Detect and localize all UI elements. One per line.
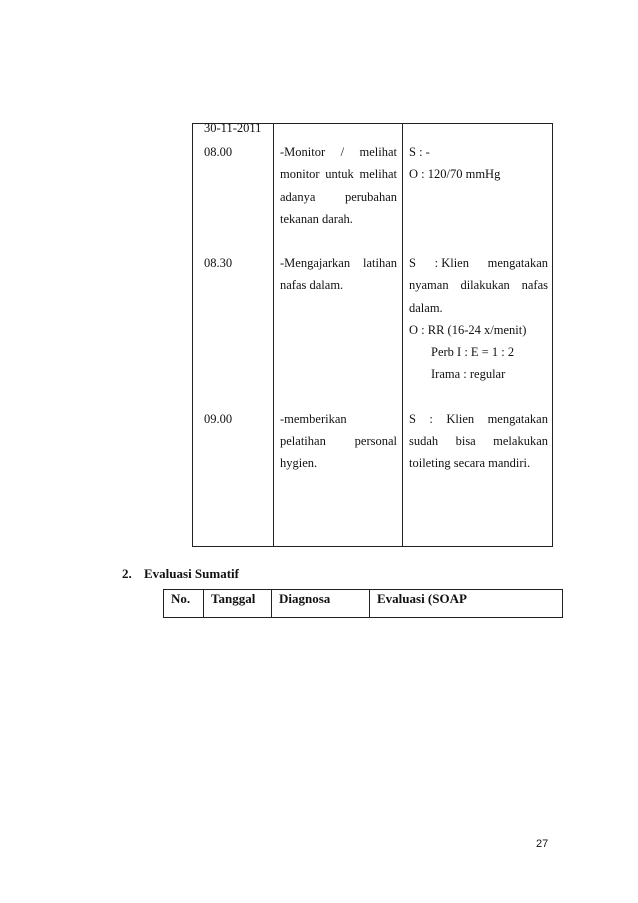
table-border-left [192, 123, 193, 547]
eval-line: Irama : regular [431, 367, 506, 381]
section-number: 2. [122, 566, 132, 581]
summary-border-left [163, 589, 164, 618]
table-border-col2 [273, 123, 274, 547]
action-line: -Mengajarkan latihan [280, 256, 397, 270]
summary-border-col2 [203, 589, 204, 618]
header-evaluasi: Evaluasi (SOAP [377, 591, 467, 606]
action-line: -Monitor / melihat [280, 145, 397, 159]
eval-line: nyaman dilakukan nafas [409, 278, 548, 292]
eval-line: O : 120/70 mmHg [409, 167, 501, 181]
eval-line: sudah bisa melakukan [409, 434, 548, 448]
eval-line: S : Klien mengatakan [409, 256, 548, 270]
header-no: No. [171, 591, 191, 606]
date-cell: 30-11-2011 [204, 121, 262, 135]
page-number: 27 [536, 838, 549, 850]
eval-line: S : Klien mengatakan [409, 412, 548, 426]
eval-line: S : - [409, 145, 430, 159]
action-line: tekanan darah. [280, 212, 353, 226]
summary-border-col4 [369, 589, 370, 618]
time-cell: 09.00 [204, 412, 233, 426]
summary-border-bottom [163, 617, 563, 618]
header-diagnosa: Diagnosa [279, 591, 331, 606]
action-line: nafas dalam. [280, 278, 344, 292]
eval-line: toileting secara mandiri. [409, 456, 531, 470]
table-border-col3 [402, 123, 403, 547]
table-border-bottom [192, 546, 553, 547]
action-line: pelatihan personal [280, 434, 397, 448]
action-line: adanya perubahan [280, 190, 397, 204]
action-line: monitor untuk melihat [280, 167, 397, 181]
time-cell: 08.30 [204, 256, 233, 270]
summary-border-col3 [271, 589, 272, 618]
action-line: hygien. [280, 456, 318, 470]
header-tanggal: Tanggal [211, 591, 256, 606]
eval-line: O : RR (16-24 x/menit) [409, 323, 527, 337]
eval-line: dalam. [409, 301, 443, 315]
section-title: Evaluasi Sumatif [144, 566, 239, 581]
table-border-right [552, 123, 553, 547]
action-line: -memberikan [280, 412, 347, 426]
summary-border-right [562, 589, 563, 618]
eval-line: Perb I : E = 1 : 2 [431, 345, 515, 359]
time-cell: 08.00 [204, 145, 233, 159]
